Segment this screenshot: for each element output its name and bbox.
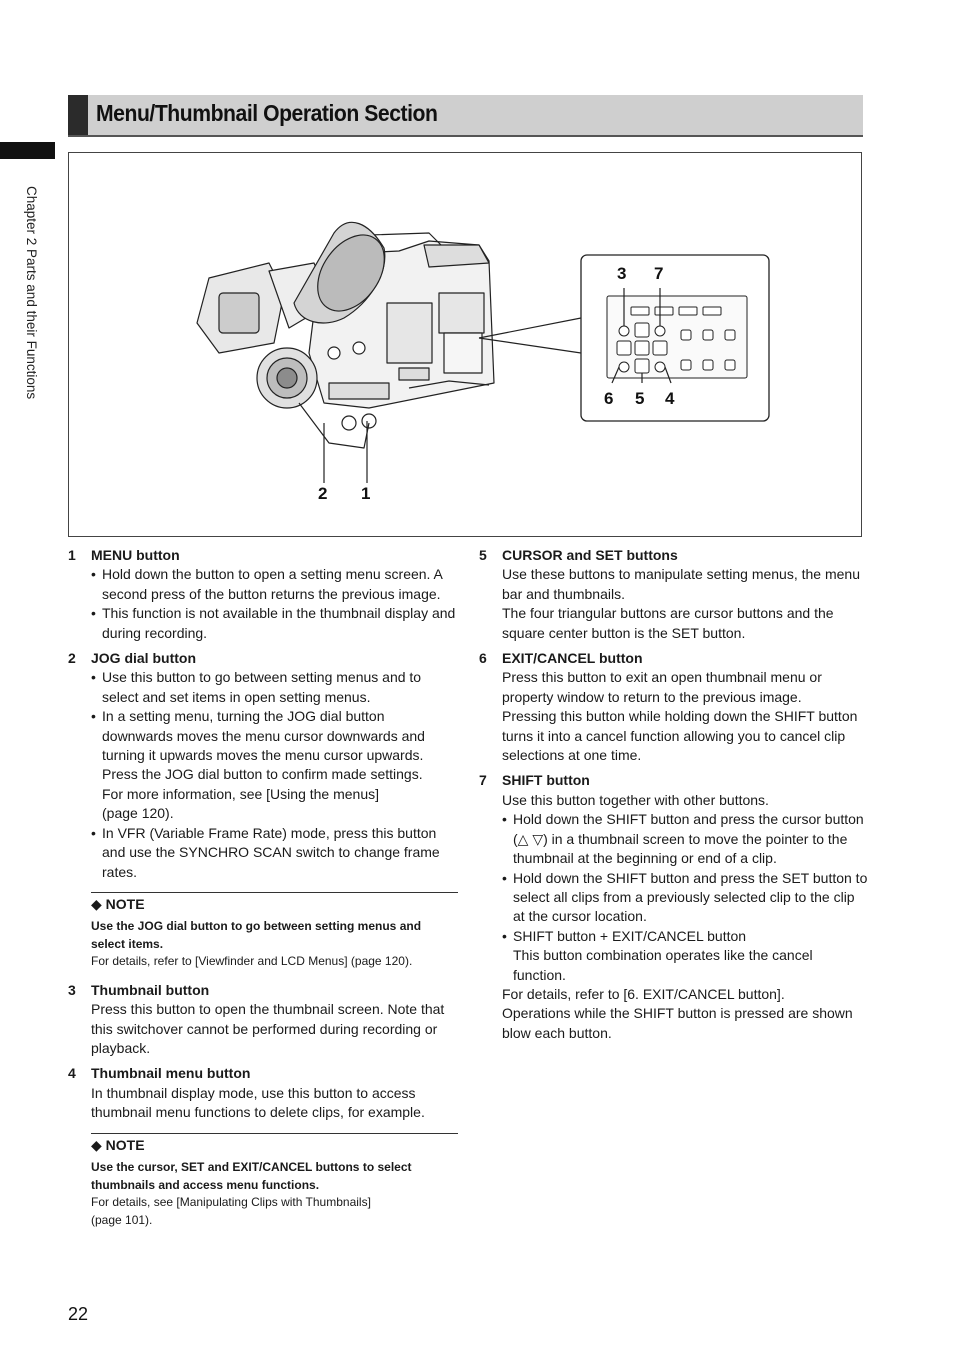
item-number: 4	[68, 1065, 76, 1082]
item-number: 7	[479, 772, 487, 789]
item-text: Pressing this button while holding down the SHIFT button turns it into a cancel function allowing you to cancel clip selections at one time.	[502, 708, 858, 764]
item-number: 2	[68, 650, 76, 667]
note-bold-text: Use the JOG dial button to go between setting menus and select items.	[91, 919, 422, 951]
more-info: For more information, see [Using the menus]	[102, 785, 380, 802]
chapter-side-label: Chapter 2 Parts and their Functions	[24, 186, 39, 400]
section-title-bar	[68, 95, 863, 137]
bullet-text: In a setting menu, turning the JOG dial button downwards moves the menu cursor downwards and turning it upwards moves the menu cursor upwards. Press the JOG dial button to confirm made settings.	[102, 708, 425, 783]
item-shift-button	[479, 771, 869, 1043]
item-title: CURSOR and SET buttons	[502, 547, 678, 563]
callout-5: 5	[635, 389, 645, 408]
callout-7: 7	[654, 264, 664, 283]
callout-2: 2	[318, 484, 328, 503]
note-reference-page: (page 101).	[91, 1212, 153, 1227]
item-text: The four triangular buttons are cursor buttons and the square center button is the SET button.	[502, 605, 834, 641]
item-text: Use these buttons to manipulate setting menus, the menu bar and thumbnails.	[502, 566, 860, 602]
right-column	[479, 546, 869, 1049]
callout-6: 6	[604, 389, 614, 408]
left-column	[68, 546, 458, 1239]
item-title: SHIFT button	[502, 772, 590, 789]
bullet: • This function is not available in the thumbnail display and during recording.	[91, 604, 458, 643]
title-accent-block	[68, 95, 88, 135]
item-thumbnail-button	[68, 981, 458, 1059]
bullet: • Use this button to go between setting menus and to select and set items in open setting menus.	[91, 668, 458, 707]
note-box	[91, 1133, 458, 1229]
item-title: Thumbnail button	[91, 981, 210, 998]
bullet: • In VFR (Variable Frame Rate) mode, press this button and use the SYNCHRO SCAN switch to change frame rates.	[91, 824, 458, 882]
page-number: 22	[68, 1304, 89, 1324]
camera-illustration	[69, 153, 863, 538]
item-jog-dial-button	[68, 649, 458, 882]
bullet: • SHIFT button + EXIT/CANCEL button	[502, 927, 869, 946]
callout-1: 1	[361, 484, 371, 503]
item-number: 1	[68, 547, 76, 563]
item-text: Press this button to open the thumbnail screen. Note that this switchover cannot be performed during recording or playback.	[91, 1001, 445, 1057]
bullet	[91, 707, 458, 823]
item-title: Thumbnail menu button	[91, 1065, 251, 1082]
bullet: • Hold down the button to open a setting menu screen. A second press of the button returns the previous image.	[91, 565, 458, 604]
item-title: MENU button	[91, 547, 180, 563]
item-number: 3	[68, 981, 76, 998]
item-thumbnail-menu-button	[68, 1064, 458, 1122]
item-exit-cancel-button	[479, 649, 869, 765]
note-reference: For details, see [Manipulating Clips with Thumbnails]	[91, 1195, 371, 1210]
more-info-page: (page 120).	[102, 805, 174, 822]
bullet: • Hold down the SHIFT button and press the cursor button (△ ▽) in a thumbnail screen to move the pointer to the thumbnail at the beginning or end of a clip.	[502, 810, 869, 868]
item-number: 5	[479, 547, 487, 563]
item-title: JOG dial button	[91, 650, 196, 667]
item-menu-button	[68, 546, 458, 643]
combo-text: This button combination operates like the cancel function.	[513, 947, 813, 983]
camera-figure	[68, 152, 862, 537]
item-text: In thumbnail display mode, use this button to access thumbnail menu functions to delete clips, for example.	[91, 1084, 425, 1121]
note-box	[91, 892, 458, 971]
chapter-tab-marker	[0, 142, 55, 159]
note-heading: ◆ NOTE	[91, 895, 145, 912]
item-number: 6	[479, 650, 487, 667]
bullet: • Hold down the SHIFT button and press the SET button to select all clips from a previously selected clip to the clip at the cursor location.	[502, 869, 869, 927]
note-bold-text: Use the cursor, SET and EXIT/CANCEL buttons to select thumbnails and access menu functions.	[91, 1160, 412, 1192]
item-text: Operations while the SHIFT button is pressed are shown blow each button.	[502, 1005, 853, 1041]
page-title: Menu/Thumbnail Operation Section	[96, 100, 438, 126]
item-cursor-set-buttons	[479, 546, 869, 643]
item-text: Press this button to exit an open thumbnail menu or property window to return to the previous image.	[502, 669, 822, 705]
item-text: For details, refer to [6. EXIT/CANCEL button].	[502, 985, 785, 1002]
item-title: EXIT/CANCEL button	[502, 650, 643, 667]
callout-4: 4	[665, 389, 675, 408]
note-heading: ◆ NOTE	[91, 1136, 145, 1153]
note-reference: For details, refer to [Viewfinder and LCD Menus] (page 120).	[91, 954, 413, 969]
callout-3: 3	[617, 264, 627, 283]
item-text: Use this button together with other buttons.	[502, 791, 769, 808]
